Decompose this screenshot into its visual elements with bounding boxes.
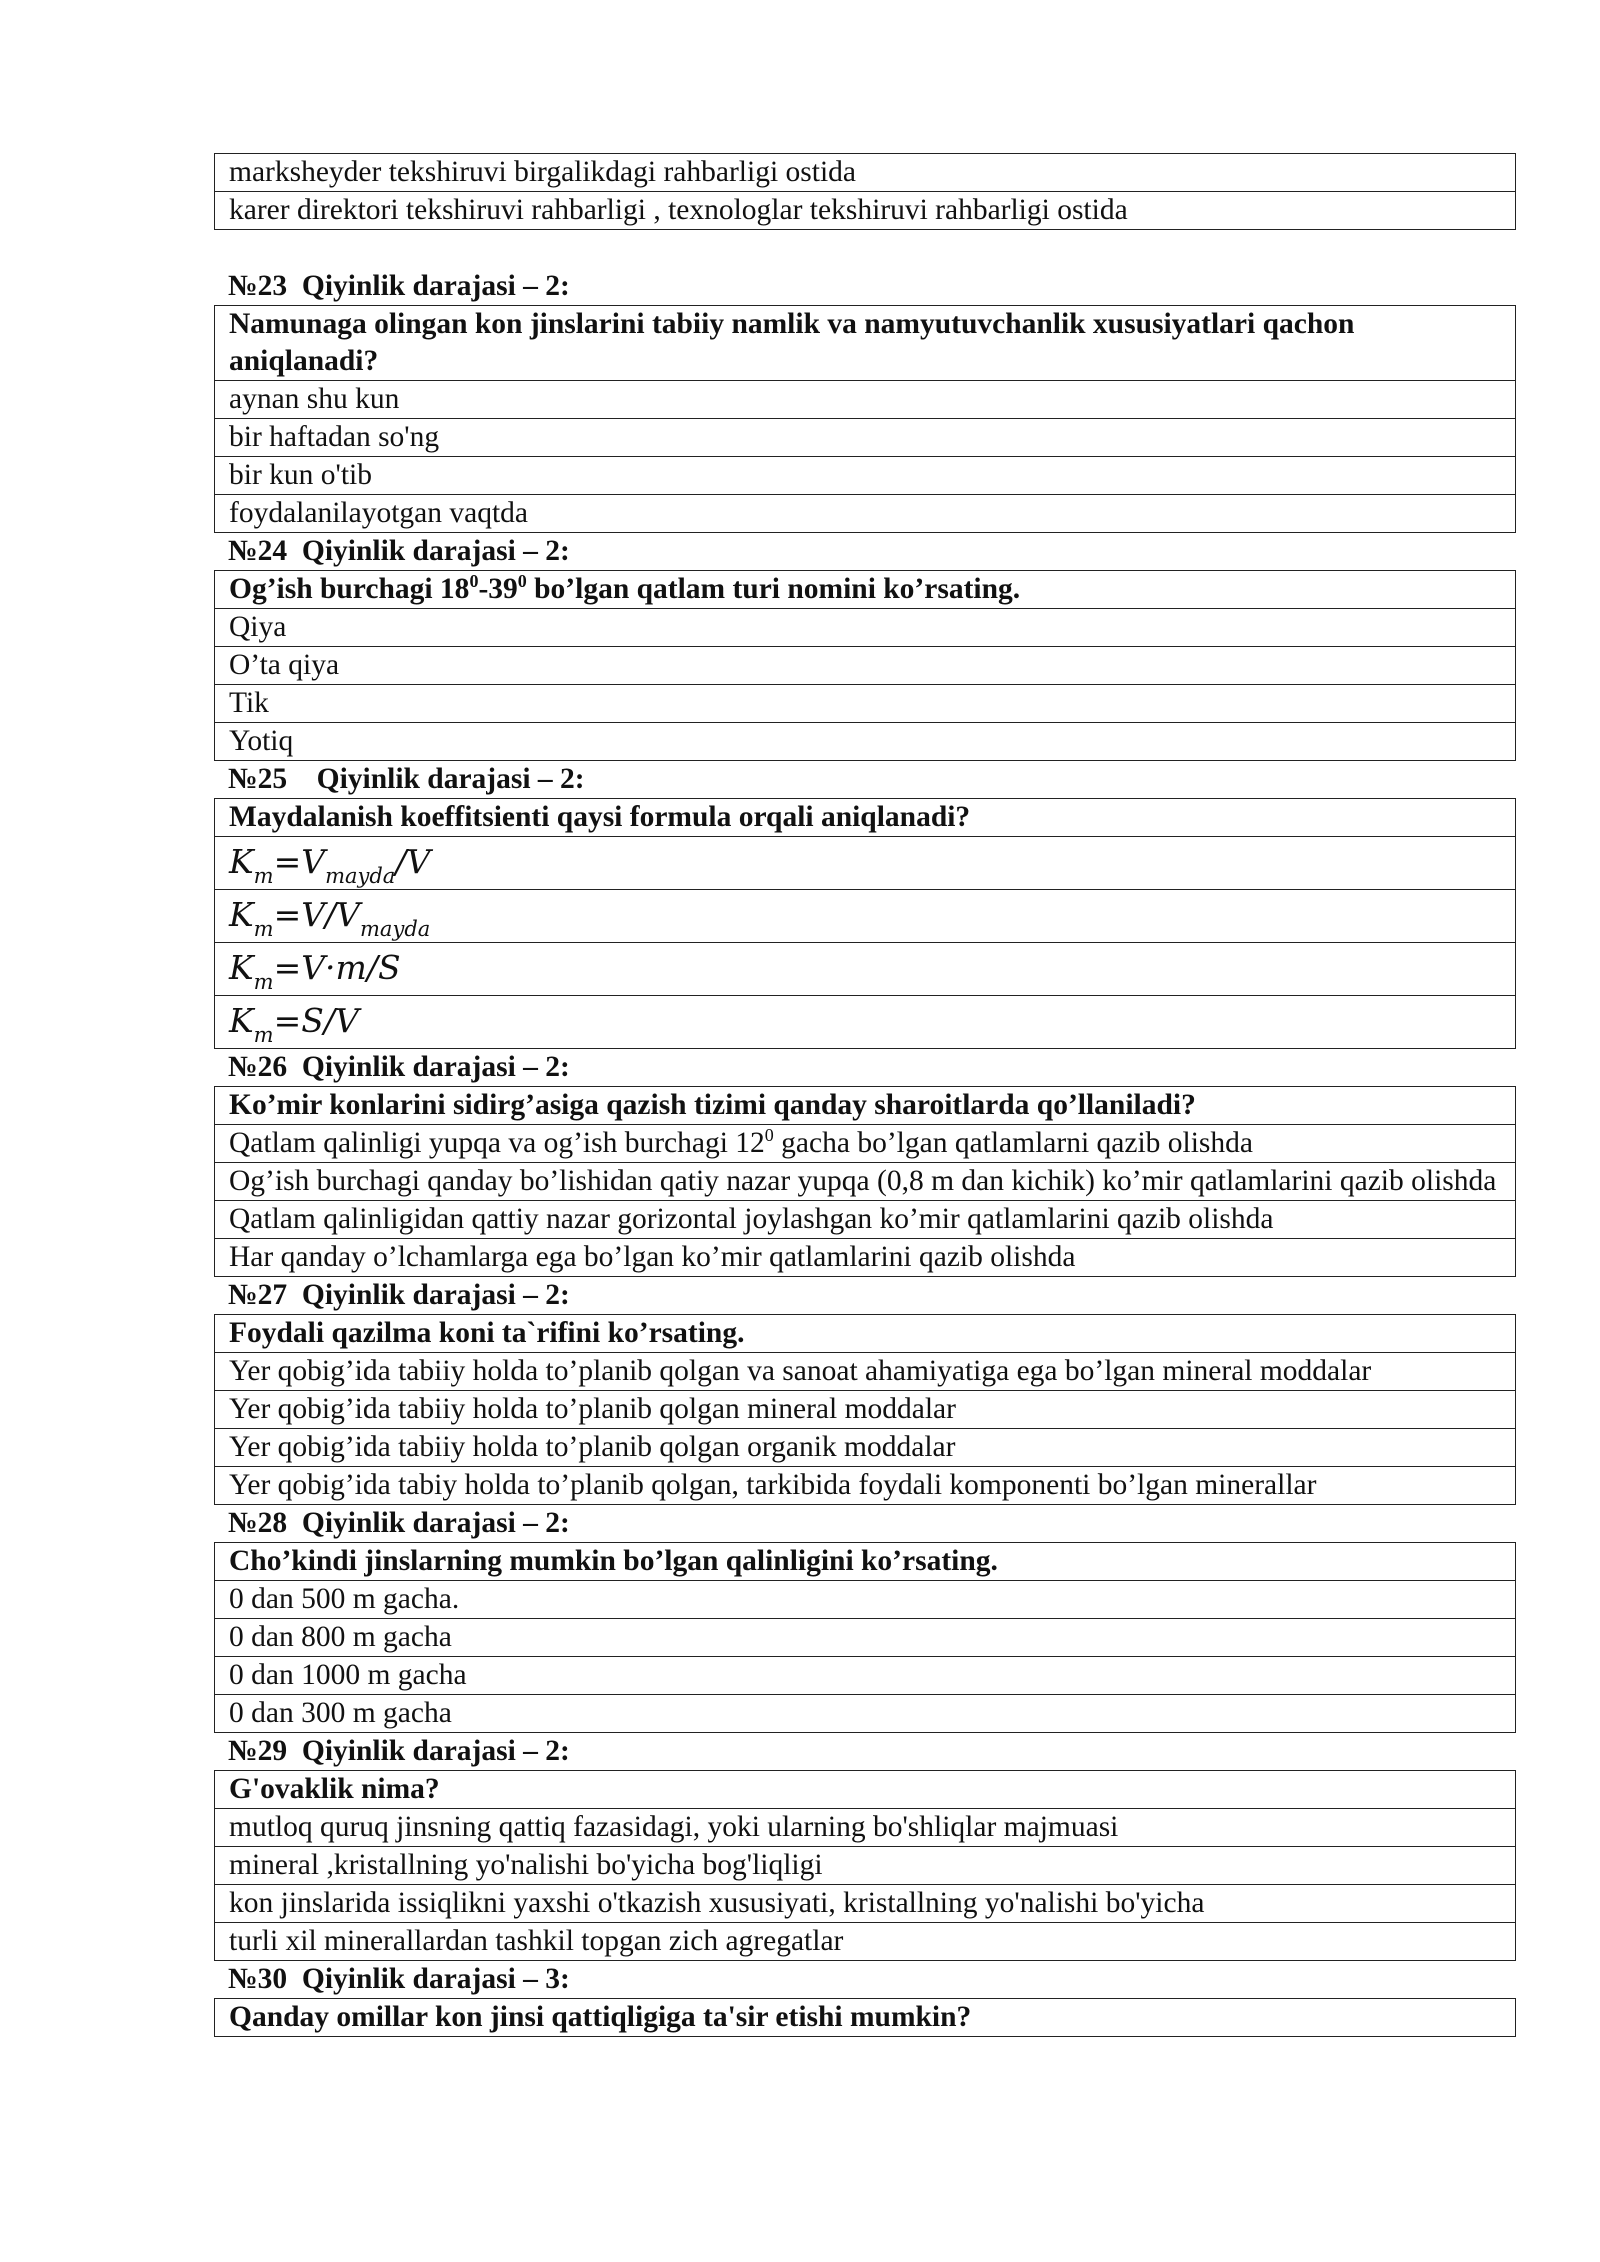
answer-option[interactable]: 0 dan 1000 m gacha: [215, 1656, 1515, 1694]
question-header: №26 Qiyinlik darajasi – 2:: [228, 1051, 570, 1083]
question-text-part: -39: [478, 573, 518, 605]
formula-symbol: K: [229, 841, 254, 881]
question-table: [214, 1542, 1516, 1733]
answer-option[interactable]: mineral ,kristallning yo'nalishi bo'yicha bog'liqligi: [215, 1846, 1515, 1884]
answer-option-formula-4[interactable]: [215, 995, 1515, 1048]
question-text: Qanday omillar kon jinsi qattiqligiga ta'sir etishi mumkin?: [229, 2001, 972, 2033]
question-text-part: bo’lgan qatlam turi nomini ko’rsating.: [526, 573, 1021, 605]
answer-option[interactable]: aynan shu kun: [215, 380, 1515, 418]
answer-option[interactable]: Yer qobig’ida tabiy holda to’planib qolgan, tarkibida foydali komponenti bo’lgan minerallar: [215, 1466, 1515, 1504]
answer-option-formula-3[interactable]: [215, 942, 1515, 995]
question-table: [214, 798, 1516, 1049]
answer-option-formula-2[interactable]: [215, 889, 1515, 942]
question-table: [214, 1998, 1516, 2037]
answer-option[interactable]: [215, 1124, 1515, 1162]
answer-option[interactable]: bir haftadan so'ng: [215, 418, 1515, 456]
question-text: Cho’kindi jinslarning mumkin bo’lgan qalinligini ko’rsating.: [229, 1545, 998, 1577]
superscript: 0: [764, 1125, 774, 1145]
question-header: №30 Qiyinlik darajasi – 3:: [228, 1963, 570, 1995]
question-header: №28 Qiyinlik darajasi – 2:: [228, 1507, 570, 1539]
answer-option[interactable]: Og’ish burchagi qanday bo’lishidan qatiy nazar yupqa (0,8 m dan kichik) ko’mir qatlamlarini qazib olishda: [215, 1162, 1515, 1200]
answer-option[interactable]: 0 dan 800 m gacha: [215, 1618, 1515, 1656]
formula: [229, 947, 401, 994]
formula-symbol: /V: [395, 841, 431, 881]
option-text-part: gacha bo’lgan qatlamlarni qazib olishda: [773, 1127, 1253, 1159]
question-header: №25 Qiyinlik darajasi – 2:: [228, 763, 585, 795]
spacer: [214, 230, 1516, 268]
question-header: №24 Qiyinlik darajasi – 2:: [228, 535, 570, 567]
question-table: [214, 305, 1516, 533]
formula: [229, 1000, 359, 1047]
answer-option[interactable]: Tik: [215, 684, 1515, 722]
formula: [229, 841, 431, 888]
formula-symbol: =V·m/S: [273, 947, 401, 987]
formula-subscript: m: [253, 1022, 274, 1047]
question-text: Maydalanish koeffitsienti qaysi formula orqali aniqlanadi?: [229, 801, 971, 833]
question-table: [214, 1770, 1516, 1961]
answer-option[interactable]: kon jinslarida issiqlikni yaxshi o'tkazish xususiyati, kristallning yo'nalishi bo'yicha: [215, 1884, 1515, 1922]
formula-subscript: m: [253, 969, 274, 994]
question-text: Ko’mir konlarini sidirg’asiga qazish tizimi qanday sharoitlarda qo’llaniladi?: [229, 1089, 1196, 1121]
formula-subscript: mayda: [325, 863, 396, 888]
answer-option[interactable]: 0 dan 300 m gacha: [215, 1694, 1515, 1732]
question-text: G'ovaklik nima?: [229, 1773, 440, 1805]
formula-subscript: mayda: [360, 916, 431, 941]
answer-option[interactable]: Yer qobig’ida tabiiy holda to’planib qolgan organik moddalar: [215, 1428, 1515, 1466]
formula: [229, 894, 431, 941]
answer-option[interactable]: O’ta qiya: [215, 646, 1515, 684]
answer-table-prev: [214, 153, 1516, 230]
answer-option[interactable]: marksheyder tekshiruvi birgalikdagi rahbarligi ostida: [229, 156, 856, 188]
question-text: [215, 571, 1515, 608]
question-header: №27 Qiyinlik darajasi – 2:: [228, 1279, 570, 1311]
superscript: 0: [469, 571, 479, 591]
answer-option[interactable]: Qatlam qalinligidan qattiy nazar gorizontal joylashgan ko’mir qatlamlarini qazib olishda: [215, 1200, 1515, 1238]
answer-option-formula-1[interactable]: [215, 836, 1515, 889]
answer-option[interactable]: bir kun o'tib: [215, 456, 1515, 494]
formula-symbol: =V: [273, 841, 326, 881]
formula-symbol: =S/V: [273, 1000, 359, 1040]
question-text: Namunaga olingan kon jinslarini tabiiy namlik va namyutuvchanlik xususiyatlari qachon aniqlanadi?: [229, 308, 1355, 377]
question-text-part: Og’ish burchagi 18: [229, 573, 470, 605]
answer-option[interactable]: Har qanday o’lchamlarga ega bo’lgan ko’mir qatlamlarini qazib olishda: [215, 1238, 1515, 1276]
answer-option[interactable]: Yer qobig’ida tabiiy holda to’planib qolgan va sanoat ahamiyatiga ega bo’lgan mineral moddalar: [215, 1352, 1515, 1390]
formula-symbol: =V/V: [273, 894, 361, 934]
question-table: [214, 1086, 1516, 1277]
formula-subscript: m: [253, 916, 274, 941]
question-text: Foydali qazilma koni ta`rifini ko’rsating.: [229, 1317, 745, 1349]
formula-symbol: K: [229, 1000, 254, 1040]
document-page: [214, 153, 1516, 2037]
question-header: №29 Qiyinlik darajasi – 2:: [228, 1735, 570, 1767]
option-text-part: Qatlam qalinligi yupqa va og’ish burchagi 12: [229, 1127, 765, 1159]
answer-option[interactable]: foydalanilayotgan vaqtda: [215, 494, 1515, 532]
answer-option[interactable]: Yer qobig’ida tabiiy holda to’planib qolgan mineral moddalar: [215, 1390, 1515, 1428]
answer-option[interactable]: Yotiq: [215, 722, 1515, 760]
question-table: [214, 1314, 1516, 1505]
answer-option[interactable]: mutloq quruq jinsning qattiq fazasidagi, yoki ularning bo'shliqlar majmuasi: [215, 1808, 1515, 1846]
formula-subscript: m: [253, 863, 274, 888]
answer-option[interactable]: turli xil minerallardan tashkil topgan zich agregatlar: [215, 1922, 1515, 1960]
question-table: [214, 570, 1516, 761]
answer-option[interactable]: Qiya: [215, 608, 1515, 646]
answer-option[interactable]: 0 dan 500 m gacha.: [215, 1580, 1515, 1618]
superscript: 0: [517, 571, 527, 591]
answer-option[interactable]: karer direktori tekshiruvi rahbarligi , texnologlar tekshiruvi rahbarligi ostida: [215, 191, 1515, 229]
question-header: №23 Qiyinlik darajasi – 2:: [228, 270, 570, 302]
formula-symbol: K: [229, 947, 254, 987]
formula-symbol: K: [229, 894, 254, 934]
